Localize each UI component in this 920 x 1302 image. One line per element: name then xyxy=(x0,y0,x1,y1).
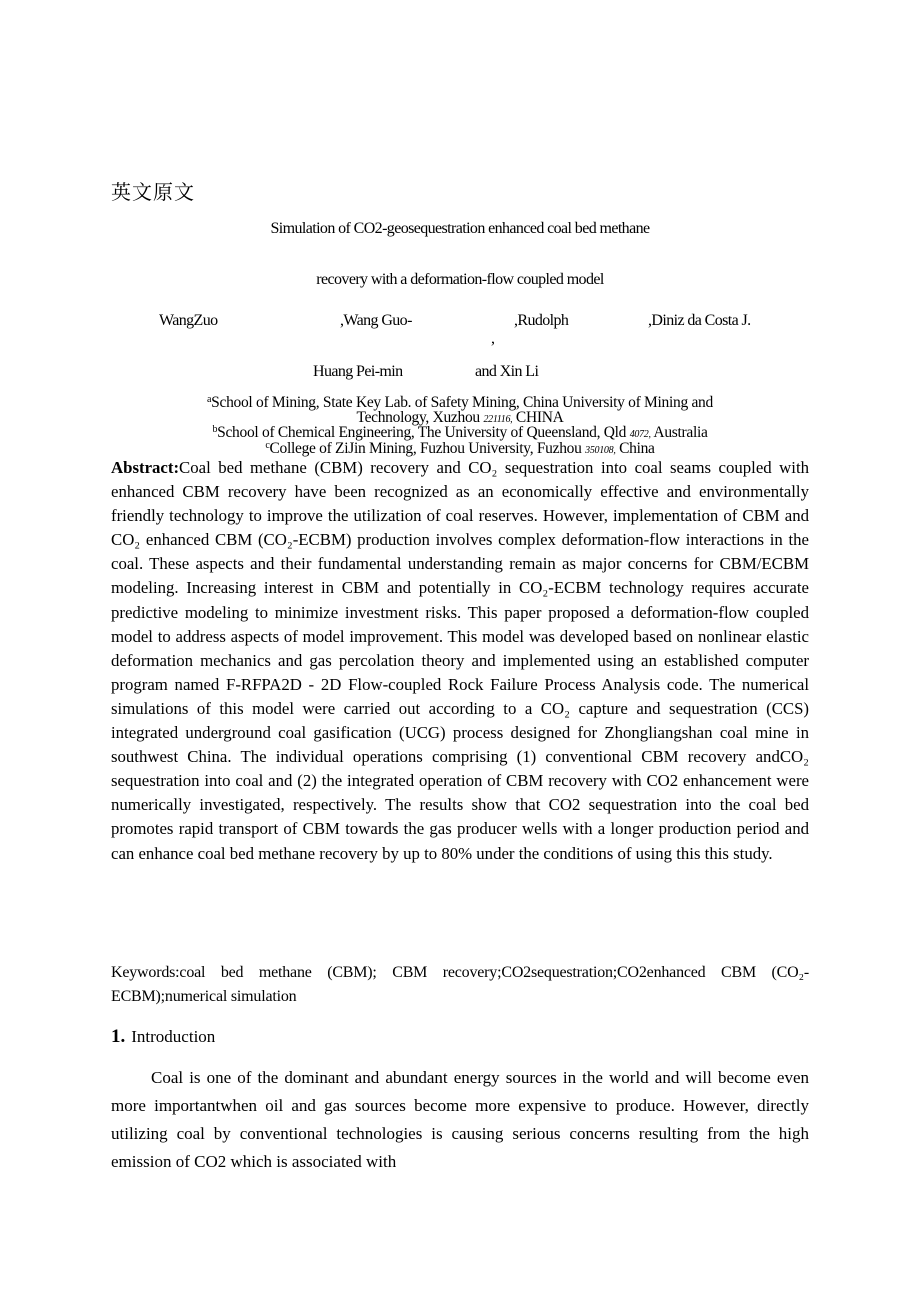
introduction-paragraph: Coal is one of the dominant and abundant energy sources in the world and will become even more importantwhen oil and gas sources become more expensive to produce. However, directly utilizing coal by conventional technologies is causing serious concerns resulting from the high emission of CO2 which is associated with xyxy=(111,1068,809,1171)
author-5: Huang Pei-min xyxy=(313,363,403,380)
paper-title-line-2: recovery with a deformation-flow coupled model xyxy=(316,271,604,288)
paper-title-line-1: Simulation of CO2-geosequestration enhanced coal bed methane xyxy=(270,220,650,237)
section-number: 1. xyxy=(111,1026,126,1047)
abstract-paragraph xyxy=(111,456,809,866)
author-2: ,Wang Guo- xyxy=(340,312,412,329)
author-6: and Xin Li xyxy=(475,363,539,380)
author-3-mark: , xyxy=(491,330,495,347)
author-4: ,Diniz da Costa J. xyxy=(648,312,751,329)
affiliation-b: $^b$School of Chemical Engineering, The University of Queensland, Qld 4072, Australia xyxy=(212,424,708,441)
keywords-text: coal bed methane (CBM); CBM recovery;CO2sequestration;CO2enhanced CBM (CO₂-ECBM);numerical simulation xyxy=(111,964,809,1005)
keywords-label: Keywords: xyxy=(111,964,180,981)
keywords-paragraph xyxy=(111,961,809,1009)
affiliation-c: $^c$College of ZiJin Mining, Fuzhou University, Fuzhou 350108, China xyxy=(265,440,655,457)
author-1: WangZuo xyxy=(159,312,218,329)
author-3: ,Rudolph xyxy=(514,312,569,329)
section-title: Introduction xyxy=(131,1027,216,1046)
section-heading-introduction xyxy=(111,1026,215,1048)
author-list xyxy=(111,312,809,382)
affiliation-a: $^a$School of Mining, State Key Lab. of Safety Mining, China University of Mining and Technology, Xuzhou 221116, CHINA xyxy=(207,394,713,426)
abstract-label: Abstract: xyxy=(111,458,180,477)
abstract-text: Coal bed methane (CBM) recovery and CO₂ sequestration into coal seams coupled with enhanced CBM recovery have been recognized as an economically effective and environmentally friendly technology to improve the utilization of coal reserves. However, implementation of CBM and CO₂ enhanced CBM (CO₂-ECBM) production involves complex deformation-flow interactions in the coal. These aspects and their fundamental understanding remain as major concerns for CBM/ECBM modeling. Increasing interest in CBM and potentially in CO₂-ECBM technology requires accurate predictive modeling to minimize investment risks. This paper proposed a deformation-flow coupled model to address aspects of model improvement. This model was developed based on nonlinear elastic deformation mechanics and gas percolation theory and implemented using an established computer program named F-RFPA2D - 2D Flow-coupled Rock Failure Process Analysis code. The numerical simulations of this model were carried out according to a CO₂ capture and sequestration (CCS) integrated underground coal gasification (UCG) process designed for Zhongliangshan coal mine in southwest China. The individual operations comprising (1) conventional CBM recovery andCO₂ sequestration into coal and (2) the integrated operation of CBM recovery with CO2 enhancement were numerically investigated, respectively. The results show that CO2 sequestration into the coal bed promotes rapid transport of CBM towards the gas producer wells with a longer production period and can enhance coal bed methane recovery by up to 80% under the conditions of using this this study. xyxy=(111,458,809,863)
section-heading-chinese: 英文原文 xyxy=(111,180,195,204)
